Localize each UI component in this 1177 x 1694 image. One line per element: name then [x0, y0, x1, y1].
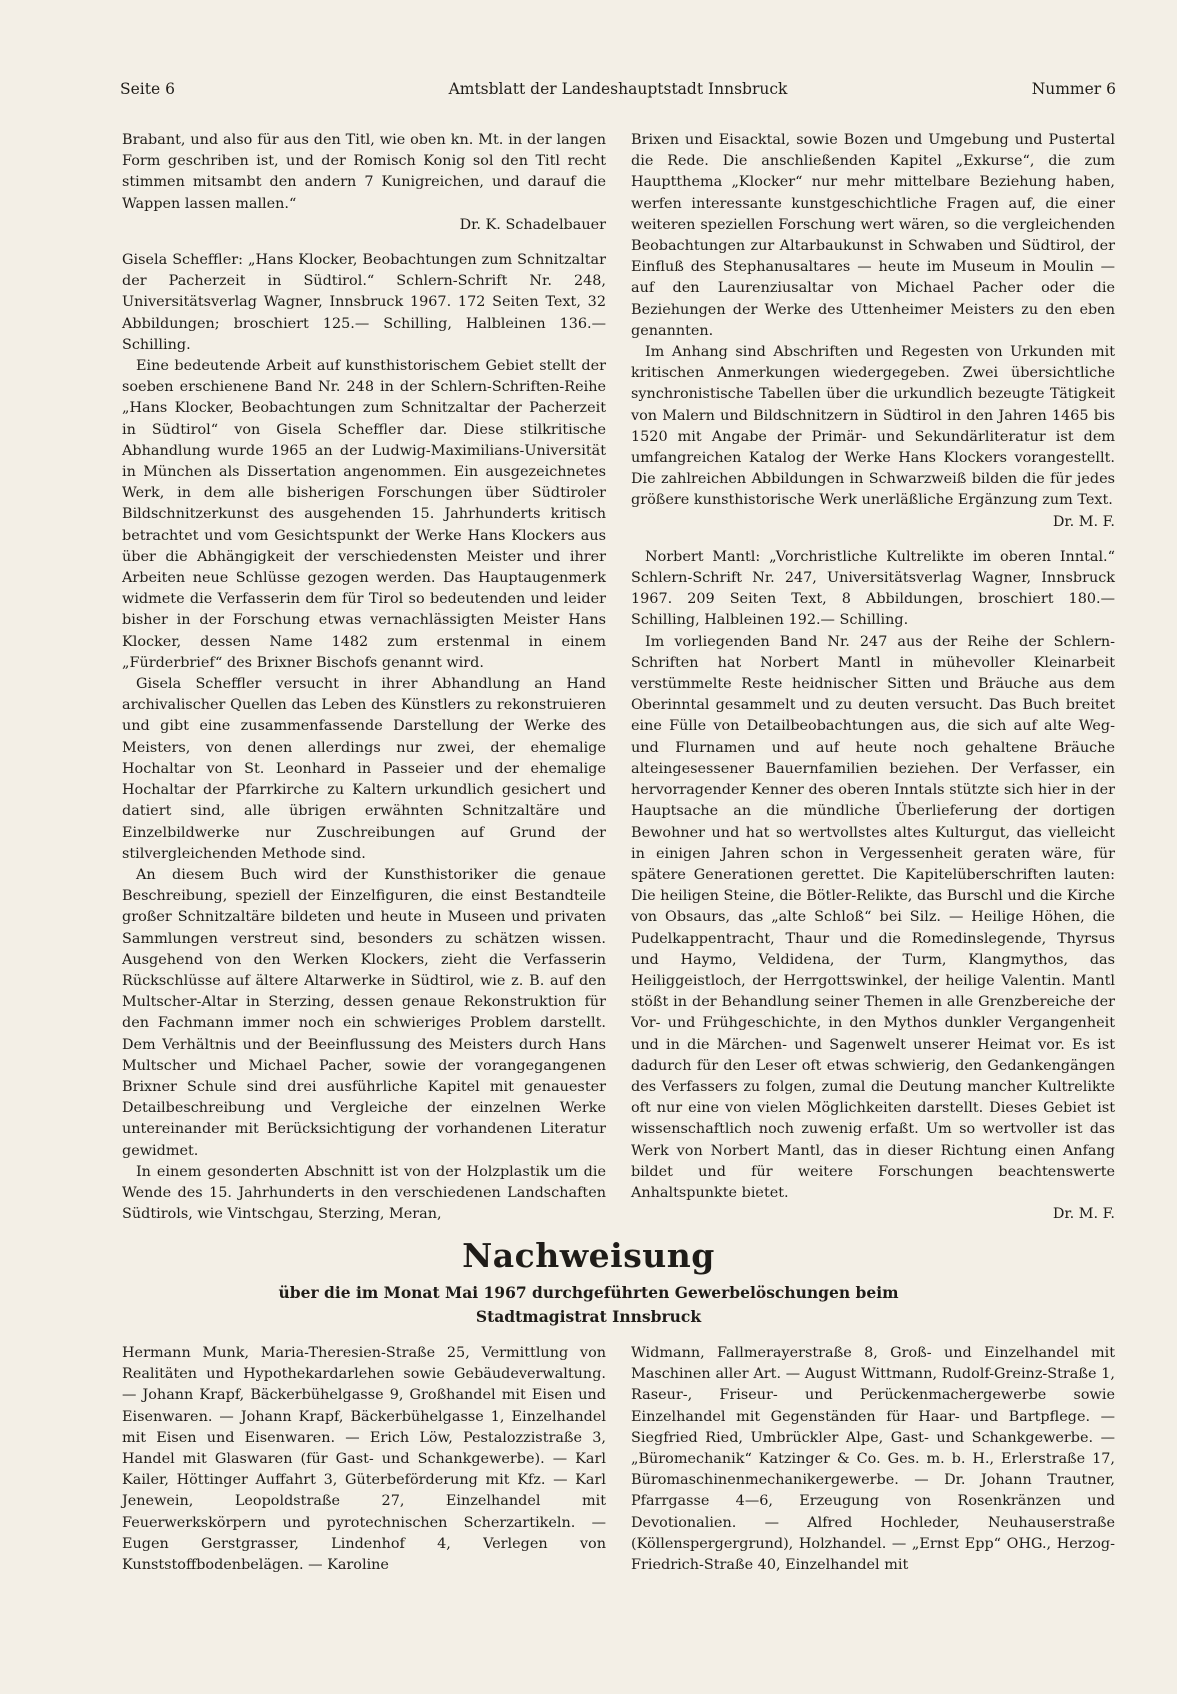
page-number: Seite 6 — [120, 80, 175, 98]
listing-text: Widmann, Fallmerayerstraße 8, Groß- und Einzelhandel mit Maschinen aller Art. — August Wittmann, Rudolf-Greinz-Straße 1, Raseur-, Friseur- und Perückenmachergewerbe sowie Einzelhandel mit Gegenständen für Haar- und Bartpflege. — Siegfried Ried, Umbrückler Alpe, Gast- und Schankgewerbe. — „Büromechanik“ Katzinger & Co. Ges. m. b. H., Erlerstraße 17, Büromaschinenmechanikergewerbe. — Dr. Johann Trautner, Pfarrgasse 4—6, Erzeugung von Rosenkränzen und Devotionalien. — Alfred Hochleder, Neuhauserstraße (Köllenspergergrund), Holzhandel. — „Ernst Epp“ OHG., Herzog-Friedrich-Straße 40, Einzelhandel mit — [631, 1345, 1115, 1574]
paragraph: Gisela Scheffler versucht in ihrer Abhandlung an Hand archivalischer Quellen das Leben des Künstlers zu rekonstruieren und gibt eine zusammenfassende Darstellung der Werke des Meisters, von denen allerdings nur zwei, der ehemalige Hochaltar von St. Leonhard in Passeier und der ehemalige Hochaltar der Pfarrkirche zu Kaltern urkundlich gesichert und datiert sind, alle übrigen erwähnten Schnitzaltäre und Einzelbildwerke nur Zuschreibungen auf Grund der stilvergleichenden Methode sind. — [122, 676, 606, 862]
paragraph: In einem gesonderten Abschnitt ist von der Holzplastik um die Wende des 15. Jahrhunderts in den verschiedenen Landschaften Südtirols, wie Vintschgau, Sterzing, Meran, — [122, 1163, 606, 1223]
paragraph: Im vorliegenden Band Nr. 247 aus der Reihe der Schlern-Schriften hat Norbert Mantl in mühevoller Kleinarbeit verstümmelte Reste heidnischer Sitten und Bräuche aus dem Oberinntal gesammelt und zu deuten versucht. Das Buch breitet eine Fülle von Detailbeobachtungen aus, die sich auf alte Weg- und Flurnamen und auf heute noch gehaltene Bräuche alteingesessener Bauernfamilien beziehen. Der Verfasser, ein hervorragender Kenner des oberen Inntals stützte sich hier in der Hauptsache an die mündliche Überlieferung der dortigen Bewohner und hat so wertvollstes altes Kulturgut, das vielleicht in einigen Jahren schon in Vergessenheit geraten wäre, für spätere Generationen gerettet. Die Kapitelüberschriften lauten: Die heiligen Steine, die Bötler-Relikte, das Burschl und die Kirche von Obsaurs, das „alte Schloß“ bei Silz. — Heilige Höhen, die Pudelkappentracht, Thaur und die Romedinslegende, Thyrsus und Haymo, Veldidena, der Turm, Klangmythos, das Heiliggeistloch, der Herrgottswinkel, der heilige Valentin. Mantl stößt in der Behandlung seiner Themen in alle Grenzbereiche der Vor- und Frühgeschichte, in den Mythos dunkler Vergangenheit und in die Märchen- und Sagenwelt unserer Heimat vor. Es ist dadurch für den Leser oft etwas schwierig, den Gedankengängen des Verfassers zu folgen, zumal die Deutung mancher Kultrelikte oft nur eine von vielen Möglichkeiten darstellt. Dieses Gebiet ist wissenschaftlich noch zuwenig erfaßt. Um so wertvoller ist das Werk von Norbert Mantl, das in dieser Richtung einen Anfang bildet und für weitere Forschungen beachtenswerte Anhaltspunkte bietet. — [631, 633, 1115, 1201]
section-title: Nachweisung — [462, 1236, 715, 1275]
column-left-bottom — [122, 1343, 606, 1576]
column-right-bottom — [631, 1343, 1115, 1576]
column-left-top — [122, 130, 606, 1225]
paragraph: An diesem Buch wird der Kunsthistoriker die genaue Beschreibung, speziell der Einzelfiguren, die einst Bestandteile großer Schnitzaltäre bildeten und heute in Museen und privaten Sammlungen verstreut sind, besonders zu schätzen wissen. Ausgehend von den Werken Klockers, zieht die Verfasserin Rückschlüsse auf ältere Altarwerke in Südtirol, wie z. B. auf den Multscher-Altar in Sterzing, dessen genaue Rekonstruktion für den Fachmann immer noch ein schwieriges Problem darstellt. Dem Verhältnis und der Beeinflussung des Meisters durch Hans Multscher und Michael Pacher, sowie der vorangegangenen Brixner Schule sind drei ausführliche Kapitel mit genauester Detailbeschreibung und Vergleiche der einzelnen Werke untereinander mit Berücksichtigung der vorhandenen Literatur gewidmet. — [122, 866, 606, 1159]
review-citation: Norbert Mantl: „Vorchristliche Kultrelikte im oberen Inntal.“ Schlern-Schrift Nr. 247, Universitätsverlag Wagner, Innsbruck 1967. 209 Seiten Text, 8 Abbildungen, broschiert 180.— Schilling, Halbleinen 192.— Schilling. — [631, 548, 1115, 629]
author-signature: Dr. K. Schadelbauer — [459, 216, 606, 233]
column-right-top — [631, 130, 1115, 1225]
subtitle-line: über die im Monat Mai 1967 durchgeführten Gewerbelöschungen beim — [278, 1283, 899, 1302]
paragraph: Im Anhang sind Abschriften und Regesten von Urkunden mit kritischen Anmerkungen wiedergegeben. Zwei übersichtliche synchronistische Tabellen über die urkundlich bezeugte Tätigkeit von Malern und Bildschnitzern in Südtirol in den Jahren 1465 bis 1520 mit Angabe der Primär- und Sekundärliteratur ist dem umfangreichen Katalog der Werke Hans Klockers vorangestellt. Die zahlreichen Abbildungen in Schwarzweiß bilden die für jedes größere kunsthistorische Werk unerläßliche Ergänzung zum Text. — [631, 344, 1115, 509]
author-signature: Dr. M. F. — [1052, 513, 1115, 530]
issue-number: Nummer 6 — [1031, 80, 1116, 98]
paragraph: Brixen und Eisacktal, sowie Bozen und Umgebung und Pustertal die Rede. Die anschließenden Kapitel „Exkurse“, die zum Hauptthema „Klocker“ nur mehr mittelbare Beziehung haben, werfen interessante kunstgeschichtliche Fragen auf, die einer weiteren speziellen Forschung wert wären, so die vergleichenden Beobachtungen zur Altarbaukunst in Schwaben und Südtirol, der Einfluß des Stephanusaltares — heute im Museum in Moulin — auf den Laurenziusaltar von Michael Pacher oder die Beziehungen der Werke des Uttenheimer Meisters zu den eben genannten. — [631, 132, 1115, 339]
listing-text: Hermann Munk, Maria-Theresien-Straße 25, Vermittlung von Realitäten und Hypothekardarlehen sowie Gebäudeverwaltung. — Johann Krapf, Bäckerbühelgasse 9, Großhandel mit Eisen und Eisenwaren. — Johann Krapf, Bäckerbühelgasse 1, Einzelhandel mit Eisen und Eisenwaren. — Erich Löw, Pestalozzistraße 3, Handel mit Glaswaren (für Gast- und Schankgewerbe). — Karl Kailer, Höttinger Auffahrt 3, Güterbeförderung mit Kfz. — Karl Jenewein, Leopoldstraße 27, Einzelhandel mit Feuerwerkskörpern und pyrotechnischen Scherzartikeln. — Eugen Gerstgrasser, Lindenhof 4, Verlegen von Kunststoffbodenbelägen. — Karoline — [122, 1345, 606, 1574]
paragraph: Brabant, und also für aus den Titl, wie oben kn. Mt. in der langen Form geschriben ist, und der Romisch Konig sol den Titl recht stimmen mitsambt den andern 7 Kunigreichen, und darauf die Wappen lassen mallen.“ — [122, 132, 606, 212]
running-header — [120, 80, 1116, 106]
publication-title: Amtsblatt der Landeshauptstadt Innsbruck — [448, 80, 788, 98]
subtitle-line: Stadtmagistrat Innsbruck — [475, 1307, 702, 1326]
section-subtitle — [200, 1281, 977, 1329]
author-signature: Dr. M. F. — [1052, 1206, 1115, 1223]
paragraph: Eine bedeutende Arbeit auf kunsthistorischem Gebiet stellt der soeben erschienene Band Nr. 248 in der Schlern-Schriften-Reihe „Hans Klocker, Beobachtungen zum Schnitzaltar der Pacherzeit in Südtirol“ von Gisela Scheffler dar. Diese stilkritische Abhandlung wurde 1965 an der Ludwig-Maximilians-Universität in München als Dissertation angenommen. Ein ausgezeichnetes Werk, in dem alle bisherigen Forschungen über Südtiroler Bildschnitzerkunst des ausgehenden 15. Jahrhunderts kritisch betrachtet und vom Gesichtspunkt der Werke Hans Klockers aus über die Abhängigkeit der verschiedensten Meister und ihrer Arbeiten neue Schlüsse gezogen werden. Das Hauptaugenmerk widmete die Verfasserin dem für Tirol so bedeutenden und leider bisher in der Forschung etwas vernachlässigten Meister Hans Klocker, dessen Name 1482 zum erstenmal in einem „Fürderbrief“ des Brixner Bischofs genannt wird. — [122, 358, 606, 671]
review-citation: Gisela Scheffler: „Hans Klocker, Beobachtungen zum Schnitzaltar der Pacherzeit in Südtirol.“ Schlern-Schrift Nr. 248, Universitätsverlag Wagner, Innsbruck 1967. 172 Seiten Text, 32 Abbildungen; broschiert 125.— Schilling, Halbleinen 136.— Schilling. — [122, 252, 606, 353]
